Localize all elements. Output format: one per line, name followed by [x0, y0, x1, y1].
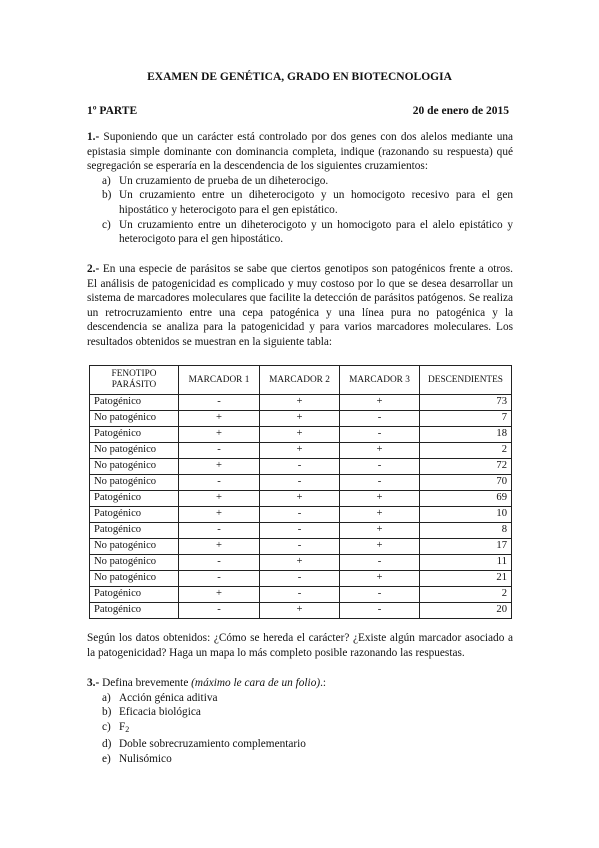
option-text: Un cruzamiento de prueba de un diheterocigo. — [119, 174, 329, 187]
question-2-number: 2.- — [87, 263, 100, 275]
marker-cell: + — [179, 411, 260, 427]
exam-title: EXAMEN DE GENÉTICA, GRADO EN BIOTECNOLOGIA — [147, 71, 452, 83]
marker-cell: + — [340, 507, 420, 523]
phenotype-cell: No patogénico — [90, 539, 179, 555]
question-1 — [87, 130, 513, 247]
marker-cell: + — [179, 427, 260, 443]
marker-cell: + — [260, 491, 340, 507]
item-text: F — [119, 720, 126, 733]
marker-cell: + — [340, 539, 420, 555]
marker-cell: - — [260, 475, 340, 491]
table-row — [90, 475, 512, 491]
item-text: Nulisómico — [119, 752, 172, 765]
results-table — [89, 365, 512, 619]
table-row — [90, 539, 512, 555]
marker-cell: - — [340, 603, 420, 619]
marker-cell: - — [179, 475, 260, 491]
option-text: Un cruzamiento entre un diheterocigoto y un homocigoto para el alelo epistático y heterocigoto para el gen hipostático. — [119, 218, 513, 246]
table-row — [90, 411, 512, 427]
marker-cell: + — [179, 539, 260, 555]
marker-cell: + — [260, 395, 340, 411]
option-c — [87, 218, 513, 247]
question-3-note: (máximo le cara de un folio) — [191, 677, 321, 689]
question-1-body: Suponiendo que un carácter está controlado por dos genes con dos alelos mediante una epistasia simple dominante con dominancia completa, indique (razonando su respuesta) qué segregación se esperaría en la descendencia de los siguientes cruzamientos: — [87, 131, 514, 173]
question-2-text — [87, 262, 513, 350]
item-letter: c) — [102, 720, 111, 733]
table-row — [90, 395, 512, 411]
offspring-count-cell: 17 — [420, 539, 512, 555]
question-3-body: Defina brevemente — [102, 677, 189, 689]
table-row — [90, 491, 512, 507]
phenotype-cell: No patogénico — [90, 459, 179, 475]
marker-cell: - — [179, 395, 260, 411]
offspring-count-cell: 10 — [420, 507, 512, 523]
marker-cell: - — [260, 507, 340, 523]
table-row — [90, 427, 512, 443]
question-2-body: En una especie de parásitos se sabe que ciertos genotipos son patogénicos frente a otros. El análisis de patogenicidad es complicado y muy costoso por lo que se desea desarrollar un sistema de marcadores moleculares que facilite la detección de parásitos patógenos. Se realiza un retrocruzamiento entre una cepa patogénica y una línea pura no patogénica y la descendencia se analiza para la patogenicidad y para varios marcadores moleculares. Los resultados obtenidos se muestran en la siguiente tabla: — [87, 263, 513, 348]
phenotype-cell: No patogénico — [90, 411, 179, 427]
option-letter: b) — [102, 189, 112, 202]
marker-cell: + — [179, 507, 260, 523]
phenotype-cell: Patogénico — [90, 587, 179, 603]
offspring-count-cell: 2 — [420, 587, 512, 603]
definition-item-a — [87, 691, 513, 706]
offspring-count-cell: 70 — [420, 475, 512, 491]
marker-cell: - — [179, 571, 260, 587]
marker-cell: - — [179, 443, 260, 459]
marker-cell: + — [179, 587, 260, 603]
definition-item-d — [87, 737, 513, 752]
marker-cell: - — [179, 523, 260, 539]
marker-cell: + — [340, 395, 420, 411]
phenotype-cell: Patogénico — [90, 395, 179, 411]
offspring-count-cell: 7 — [420, 411, 512, 427]
item-text: Eficacia biológica — [119, 706, 201, 719]
marker-cell: - — [340, 475, 420, 491]
marker-cell: - — [340, 587, 420, 603]
option-b — [87, 188, 513, 217]
exam-part: 1º PARTE — [87, 105, 138, 117]
marker-cell: - — [340, 459, 420, 475]
phenotype-cell: No patogénico — [90, 555, 179, 571]
table-row — [90, 603, 512, 619]
marker-cell: + — [340, 523, 420, 539]
phenotype-cell: Patogénico — [90, 491, 179, 507]
definition-item-b — [87, 705, 513, 720]
marker-cell: + — [260, 443, 340, 459]
item-letter: d) — [102, 738, 112, 751]
option-letter: c) — [102, 218, 111, 231]
phenotype-cell: No patogénico — [90, 571, 179, 587]
question-3-number: 3.- — [87, 677, 100, 689]
table-row — [90, 571, 512, 587]
marker-cell: - — [260, 571, 340, 587]
table-row — [90, 587, 512, 603]
question-3-items — [87, 691, 513, 767]
table-row — [90, 523, 512, 539]
marker-cell: - — [179, 603, 260, 619]
phenotype-cell: Patogénico — [90, 523, 179, 539]
table-row — [90, 443, 512, 459]
marker-cell: - — [179, 555, 260, 571]
question-1-options — [87, 174, 513, 247]
column-header: MARCADOR 2 — [260, 366, 340, 395]
offspring-count-cell: 21 — [420, 571, 512, 587]
phenotype-cell: Patogénico — [90, 427, 179, 443]
marker-cell: + — [260, 603, 340, 619]
item-text: Doble sobrecruzamiento complementario — [119, 738, 306, 751]
question-2-followup: Según los datos obtenidos: ¿Cómo se hereda el carácter? ¿Existe algún marcador asociado a la patogenicidad? Haga un mapa lo más completo posible razonando las respuestas. — [87, 632, 513, 659]
offspring-count-cell: 11 — [420, 555, 512, 571]
marker-cell: - — [340, 427, 420, 443]
table-header-row — [90, 366, 512, 395]
phenotype-cell: Patogénico — [90, 507, 179, 523]
marker-cell: + — [340, 571, 420, 587]
marker-cell: - — [260, 459, 340, 475]
offspring-count-cell: 73 — [420, 395, 512, 411]
column-header: FENOTIPO PARÁSITO — [90, 366, 179, 395]
marker-cell: - — [260, 587, 340, 603]
item-letter: a) — [102, 691, 111, 704]
item-letter: b) — [102, 706, 112, 719]
table-row — [90, 507, 512, 523]
marker-cell: + — [260, 427, 340, 443]
phenotype-cell: Patogénico — [90, 603, 179, 619]
marker-cell: + — [340, 491, 420, 507]
offspring-count-cell: 18 — [420, 427, 512, 443]
definition-item-e — [87, 752, 513, 767]
question-2 — [87, 262, 513, 350]
table-body — [90, 395, 512, 619]
marker-cell: - — [260, 539, 340, 555]
offspring-count-cell: 2 — [420, 443, 512, 459]
column-header: DESCENDIENTES — [420, 366, 512, 395]
option-letter: a) — [102, 174, 111, 187]
item-letter: e) — [102, 752, 111, 765]
exam-date: 20 de enero de 2015 — [412, 105, 509, 117]
marker-cell: + — [260, 555, 340, 571]
column-header: MARCADOR 3 — [340, 366, 420, 395]
question-1-number: 1.- — [87, 131, 100, 143]
option-text: Un cruzamiento entre un diheterocigoto y un homocigoto recesivo para el gen hipostático y heterocigoto para el gen epistático. — [119, 189, 513, 216]
option-a — [87, 174, 513, 189]
marker-cell: - — [340, 555, 420, 571]
item-text: Acción génica aditiva — [119, 691, 218, 704]
marker-cell: - — [340, 411, 420, 427]
table-row — [90, 459, 512, 475]
question-1-text — [87, 130, 513, 174]
offspring-count-cell: 20 — [420, 603, 512, 619]
question-3-punct: .: — [320, 677, 327, 689]
offspring-count-cell: 8 — [420, 523, 512, 539]
marker-cell: + — [179, 491, 260, 507]
offspring-count-cell: 72 — [420, 459, 512, 475]
definition-item-c — [87, 720, 513, 738]
marker-cell: + — [340, 443, 420, 459]
question-3-text — [87, 676, 513, 691]
column-header: MARCADOR 1 — [179, 366, 260, 395]
question-3 — [87, 676, 513, 767]
marker-cell: + — [179, 459, 260, 475]
marker-cell: - — [260, 523, 340, 539]
phenotype-cell: No patogénico — [90, 475, 179, 491]
marker-cell: + — [260, 411, 340, 427]
phenotype-cell: No patogénico — [90, 443, 179, 459]
item-subscript: 2 — [125, 724, 130, 734]
table-row — [90, 555, 512, 571]
offspring-count-cell: 69 — [420, 491, 512, 507]
